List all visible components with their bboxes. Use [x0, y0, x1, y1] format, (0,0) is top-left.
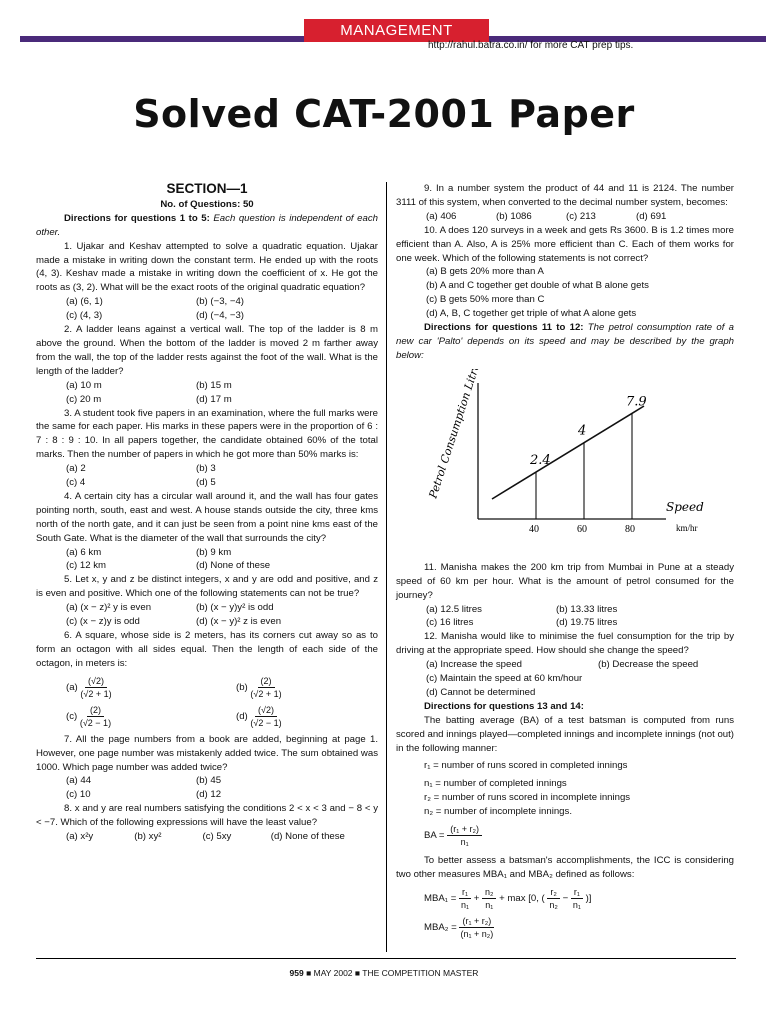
- page-title: Solved CAT-2001 Paper: [133, 92, 635, 136]
- question-5: 5. Let x, y and z be distinct integers, x and y are odd and positive, and z is even and positive. Which one of the following statements can not be true?: [36, 574, 378, 600]
- question-10: 10. A does 120 surveys in a week and gets Rs 3600. B is 1.2 times more efficient than A. Also, A is 25% more efficient than C. Each of them works for one week. Which of the following statements is not correct?: [396, 224, 734, 264]
- petrol-consumption-chart: [396, 369, 734, 549]
- footer-publication: THE COMPETITION MASTER: [362, 968, 479, 978]
- directions-label: Directions for questions 1 to 5:: [64, 212, 210, 224]
- q4-options: [36, 546, 378, 574]
- mba2-formula: MBA₂ = $\frac{\text{(r₁ + r₂)}}{\text{(n₁ + n₂)}}$: [424, 915, 494, 939]
- q3-options: [36, 462, 378, 490]
- left-column: [36, 182, 378, 844]
- option: (a) 10 m: [66, 379, 102, 391]
- question-2: 2. A ladder leans against a vertical wall. The top of the ladder is 8 m above the ground. When the bottom of the ladder is moved 2 m farther away from the wall, the top of the ladder rests against the foot of the wall. What is the length of the ladder?: [36, 324, 378, 377]
- option: (a) x²y: [66, 831, 94, 843]
- option: (c) (x − z)y is odd: [66, 616, 140, 628]
- option: (b) 9 km: [196, 546, 232, 558]
- ba-formula: BA = $\frac{\text{(r₁ + r₂)}}{\text{n₁}}$: [396, 823, 734, 848]
- section-tag: MANAGEMENT: [304, 19, 489, 42]
- question-6: 6. A square, whose side is 2 meters, has its corners cut away so as to form an octagon with all sides equal. Then the length of each side of the octagon, in meters is:: [36, 630, 378, 669]
- option: (c) 20 m: [66, 393, 102, 405]
- q6-options-row1: (a) $\frac{(√2)}{(√2 + 1)}$ (b) $\frac{(2)}{(√2 + 1)}$: [66, 675, 282, 699]
- option: (d) 691: [636, 210, 667, 222]
- definition: r₁ = number of runs scored in completed innings: [424, 760, 628, 772]
- option: (c) 10: [66, 789, 91, 801]
- option: (a) 6 km: [66, 546, 102, 558]
- x-axis-unit: km/hr: [676, 522, 698, 533]
- footer-rule: [36, 958, 736, 959]
- page-number: 959: [289, 968, 304, 978]
- directions-text: Each question is independent of each other.: [36, 212, 378, 238]
- option: (c) 213: [566, 210, 596, 222]
- series-line: [492, 406, 644, 499]
- question-12: 12. Manisha would like to minimise the fuel consumption for the trip by driving at the appropriate speed. How should she change the speed?: [396, 631, 734, 657]
- y-axis-label: Petrol Consumption Litre/Hour: [426, 368, 493, 500]
- num-questions: No. of Questions: 50: [160, 198, 254, 210]
- section-heading: SECTION—1: [166, 181, 248, 196]
- option: (b) 15 m: [196, 379, 232, 391]
- q6-options-row2: (c) $\frac{(2)}{(√2 - 1)}$ (d) $\frac{(√2)}{(√2 - 1)}$: [66, 704, 282, 728]
- option: (b) (x − y)y² is odd: [196, 602, 274, 614]
- column-divider: [386, 182, 387, 952]
- header-url[interactable]: http://rahul.batra.co.in/ for more CAT prep tips.: [428, 40, 634, 51]
- q5-options: [36, 601, 378, 629]
- q7-options: [36, 774, 378, 802]
- q9-options: [396, 210, 734, 224]
- point-label: 7.9: [626, 394, 647, 410]
- option: (a) 44: [66, 775, 92, 787]
- option: (d) (x − y)² z is even: [196, 616, 282, 628]
- fraction: $\frac{(√2)}{(√2 - 1)}$: [250, 704, 282, 728]
- option: (d) A, B, C together get triple of what A alone gets: [426, 308, 637, 320]
- question-13-intro: The batting average (BA) of a test batsman is computed from runs scored and innings played—completed innings and incomplete innings (not out) in the following manner:: [396, 714, 734, 754]
- tick-label: 80: [625, 523, 635, 535]
- fraction: $\frac{(2)}{(√2 + 1)}$: [250, 675, 282, 699]
- fraction: $\frac{(2)}{(√2 - 1)}$: [79, 704, 112, 728]
- definition: n₁ = number of completed innings: [424, 778, 567, 790]
- option: (a) 406: [426, 210, 457, 222]
- option: (d) 5: [196, 477, 216, 489]
- mba1-formula: MBA₁ = $\frac{\text{r₁}}{\text{n₁}}$ + $\frac{\text{n₂}}{\text{n₁}}$ + max [0, ( $\frac{\text{r₂}}{\text{n₂}}$ − $\frac{\text{r₁}}{\text{n₁}}$ )]: [424, 886, 592, 910]
- directions-text: The petrol consumption rate of a new car 'Palto' depends on its speed and may be described by the graph below:: [396, 322, 735, 361]
- option: (b) xy²: [134, 831, 162, 843]
- q12-options: [396, 658, 734, 672]
- q11-options: [396, 603, 734, 631]
- option: (a) (x − z)² y is even: [66, 602, 152, 614]
- footer-square-icon: ■: [306, 968, 312, 978]
- option: (c) (4, 3): [66, 310, 103, 322]
- option: (c) Maintain the speed at 60 km/hour: [426, 673, 583, 685]
- option: (d) None of these: [270, 831, 345, 843]
- option: (b) 1086: [496, 210, 532, 222]
- option: (d) 19.75 litres: [556, 617, 618, 629]
- option: (d) Cannot be determined: [426, 686, 536, 698]
- tick-label: 40: [529, 523, 539, 535]
- question-8: 8. x and y are real numbers satisfying the conditions 2 < x < 3 and − 8 < y < −7. Which of the following expressions will have the least value?: [36, 803, 378, 829]
- option: (c) 16 litres: [426, 617, 474, 629]
- option: (c) 12 km: [66, 560, 106, 572]
- option: (c) 4: [66, 477, 86, 489]
- definition: n₂ = number of incomplete innings.: [424, 806, 572, 818]
- option: (d) (−4, −3): [196, 310, 244, 322]
- option: (b) 45: [196, 775, 222, 787]
- option: (a) Increase the speed: [426, 659, 522, 671]
- option: (d) 17 m: [196, 393, 232, 405]
- option: (d) 12: [196, 789, 222, 801]
- question-4: 4. A certain city has a circular wall around it, and the wall has four gates pointing north, south, east and west. A house stands outside the city, three kms north of the north gate, and it can just be seen from a point nine kms east of the South Gate. What is the diameter of the wall that surrounds the city?: [36, 490, 378, 544]
- q2-options: [36, 379, 378, 407]
- option: (b) Decrease the speed: [598, 659, 699, 671]
- option: (b) A and C together get double of what B alone gets: [426, 280, 649, 292]
- question-7: 7. All the page numbers from a book are added, beginning at page 1. However, one page number was mistakenly added twice. The sum obtained was 1000. Which page number was added twice?: [36, 733, 378, 773]
- option: (a) (6, 1): [66, 296, 103, 308]
- option: (a) 12.5 litres: [426, 603, 482, 615]
- option: (a) 2: [66, 463, 86, 475]
- question-11: 11. Manisha makes the 200 km trip from Mumbai in Pune at a steady speed of 60 km per hour. What is the amount of petrol consumed for the journey?: [396, 561, 734, 601]
- option: (b) 3: [196, 463, 216, 475]
- x-axis-label: Speed: [666, 499, 704, 514]
- question-3: 3. A student took five papers in an examination, where the full marks were the same for each paper. His marks in these papers were in the proportion of 6 : 7 : 8 : 9 : 10. In all papers together, the candidate obtained 60% of the total marks. Then the number of papers in which he got more than 50% marks is:: [36, 407, 378, 461]
- q8-options: [36, 830, 378, 844]
- point-label: 4: [578, 423, 587, 439]
- chart-svg: [396, 369, 726, 549]
- option: (b) 13.33 litres: [556, 603, 618, 615]
- point-label: 2.4: [530, 452, 551, 468]
- option: (c) B gets 50% more than C: [426, 294, 545, 306]
- option: (a) B gets 20% more than A: [426, 266, 544, 278]
- definition: r₂ = number of runs scored in incomplete innings: [424, 792, 631, 804]
- tick-label: 60: [577, 523, 587, 535]
- fraction: $\frac{(√2)}{(√2 + 1)}$: [80, 675, 112, 699]
- footer: [0, 968, 768, 978]
- question-1: 1. Ujakar and Keshav attempted to solve a quadratic equation. Ujakar made a mistake in writing down the constant term. He ended up with the roots (4, 3). Keshav made a mistake in writing down the coefficient of x. He got the roots as (3, 2). What will be the exact roots of the original quadratic equation?: [36, 240, 378, 294]
- option: (c) 5xy: [202, 831, 232, 843]
- directions-label: Directions for questions 13 and 14:: [424, 700, 584, 712]
- option: (b) (−3, −4): [196, 296, 244, 308]
- icc-text: To better assess a batsman's accomplishments, the ICC is considering two other measures MBA₁ and MBA₂ defined as follows:: [396, 855, 734, 880]
- q1-options: [36, 295, 378, 323]
- option: (d) None of these: [196, 560, 271, 572]
- footer-date: MAY 2002: [313, 968, 353, 978]
- directions-label: Directions for questions 11 to 12:: [424, 322, 584, 334]
- right-column: [396, 182, 734, 944]
- footer-square-icon: ■: [354, 968, 361, 978]
- question-9: 9. In a number system the product of 44 and 11 is 2124. The number 3111 of this system, when converted to the decimal number system, becomes:: [396, 183, 734, 208]
